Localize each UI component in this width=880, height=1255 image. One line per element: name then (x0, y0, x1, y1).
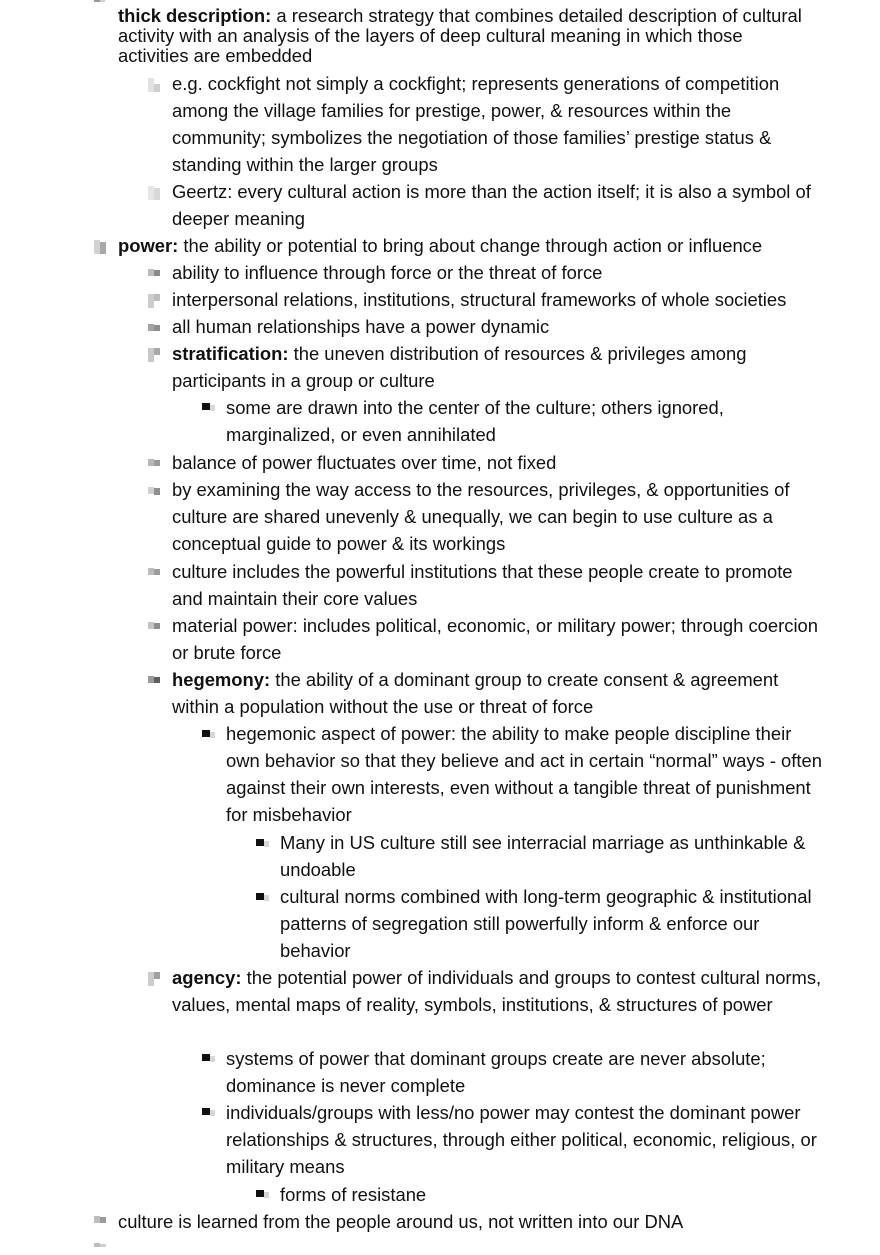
bullet-icon (202, 730, 218, 742)
bullet-icon (148, 459, 164, 471)
term-label: agency: (172, 967, 242, 988)
bullet-icon (148, 186, 164, 198)
list-item: material power: includes political, economic, or military power; through coercion or brute force (172, 615, 818, 663)
term-label: power: (118, 235, 179, 256)
bullet-icon (148, 568, 164, 580)
list-item: forms of resistane (280, 1184, 427, 1205)
bullet-icon (148, 324, 164, 336)
list-item: Many in US culture still see interracial marriage as unthinkable & undoable (280, 832, 806, 880)
list-item: Geertz: every cultural action is more than the action itself; it is also a symbol of deeper meaning (172, 181, 811, 229)
bullet-icon (94, 0, 110, 8)
bullet-icon (202, 1108, 218, 1120)
list-item: ability to influence through force or the threat of force (172, 262, 603, 283)
bullet-icon (148, 348, 164, 360)
outline-item-agency (172, 964, 822, 1018)
outline-item-culture-learned: culture is learned from the people around us, not written into our DNA (118, 1211, 684, 1232)
bullet-icon (202, 1054, 218, 1066)
bullet-icon (94, 1243, 110, 1255)
definition-text: the potential power of individuals and groups to contest cultural norms, values, mental maps of reality, symbols, institutions, & structures of power (172, 967, 822, 1015)
list-item: some are drawn into the center of the culture; others ignored, marginalized, or even annihilated (226, 397, 724, 445)
term-label: thick description: (118, 5, 272, 26)
term-label: hegemony: (172, 669, 271, 690)
outline-item-thick-description (118, 6, 818, 66)
bullet-icon (256, 893, 272, 905)
bullet-icon (256, 1190, 272, 1202)
list-item: e.g. cockfight not simply a cockfight; represents generations of competition among the village families for prestige, power, & resources within the community; symbolizes the negotiation of those families’ prestige status & standing within the larger groups (172, 73, 780, 175)
outline-item-hegemony (172, 666, 822, 720)
bullet-icon (148, 487, 164, 499)
list-item: hegemonic aspect of power: the ability to make people discipline their own behavior so that they believe and act in certain “normal” ways - often against their own interests, even without a tangible threat of punishment for misbehavior (226, 723, 822, 825)
bullet-icon (148, 622, 164, 634)
list-item: individuals/groups with less/no power may contest the dominant power relationships & structures, through either political, economic, religious, or military means (226, 1102, 817, 1177)
bullet-icon (94, 240, 110, 252)
outline-item-power (118, 232, 818, 259)
definition-text: the uneven distribution of resources & privileges among participants in a group or culture (172, 343, 747, 391)
list-item: by examining the way access to the resources, privileges, & opportunities of culture are shared unevenly & unequally, we can begin to use culture as a conceptual guide to power & its workings (172, 479, 790, 554)
term-label: stratification: (172, 343, 289, 364)
bullet-icon (148, 78, 164, 90)
definition-text: the ability of a dominant group to create consent & agreement within a population without the use or threat of force (172, 669, 779, 717)
bullet-icon (148, 972, 164, 984)
bullet-icon (94, 1216, 110, 1228)
list-item: cultural norms combined with long-term geographic & institutional patterns of segregation still powerfully inform & enforce our behavior (280, 886, 812, 961)
bullet-icon (202, 403, 218, 415)
bullet-icon (148, 676, 164, 688)
outline-item-stratification (172, 340, 822, 394)
list-item: culture includes the powerful institutions that these people create to promote and maintain their core values (172, 561, 793, 609)
bullet-icon (148, 294, 164, 306)
definition-text: the ability or potential to bring about change through action or influence (183, 235, 763, 256)
list-item: systems of power that dominant groups create are never absolute; dominance is never complete (226, 1048, 766, 1096)
definition-text: a research strategy that combines detailed description of cultural activity with an analysis of the layers of deep cultural meaning in which those activities are embedded (118, 5, 802, 66)
bullet-icon (148, 269, 164, 281)
list-item: interpersonal relations, institutions, structural frameworks of whole societies (172, 289, 787, 310)
list-item: balance of power fluctuates over time, not fixed (172, 452, 557, 473)
list-item: all human relationships have a power dynamic (172, 316, 550, 337)
bullet-icon (256, 839, 272, 851)
